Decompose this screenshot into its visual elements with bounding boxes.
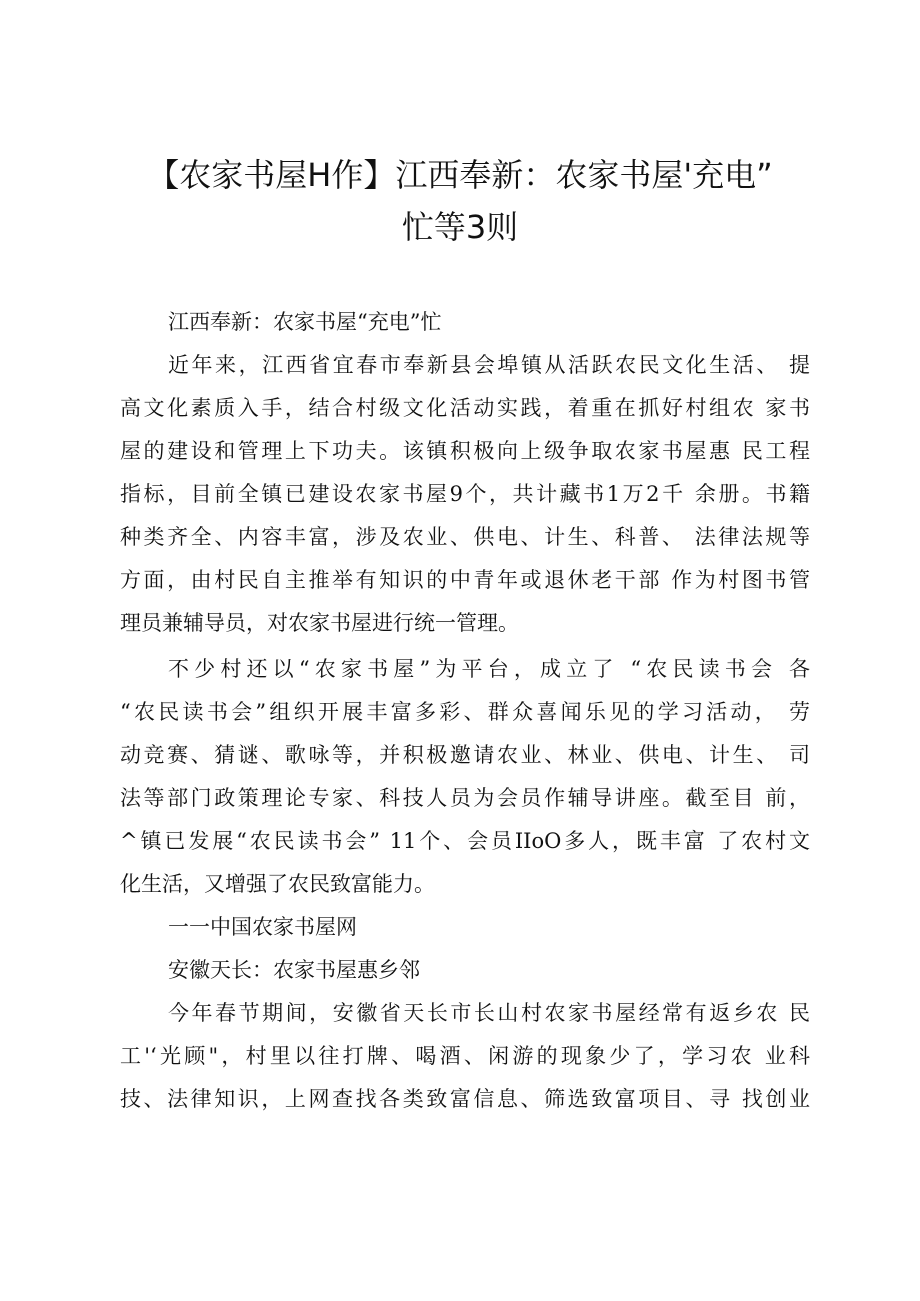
paragraph-line: 法等部门政策理论专家、科技人员为会员作辅导讲座。截至目 前， — [120, 786, 810, 810]
document-title-line-1: 【农家书屋H作】江西奉新：农家书屋'充电” — [147, 156, 773, 194]
paragraph-line: “农民读书会”组织开展丰富多彩、群众喜闻乐见的学习活动， 劳 — [120, 700, 810, 724]
paragraph-line: 今年春节期间，安徽省天长市长山村农家书屋经常有返乡农 民 — [168, 1001, 810, 1025]
document-title-line-2: 忙等3则 — [401, 208, 519, 246]
paragraph-line: 技、法律知识，上网查找各类致富信息、筛选致富项目、寻 找创业 — [120, 1087, 810, 1111]
section-heading-jiangxi: 江西奉新：农家书屋“充电”忙 — [168, 310, 442, 334]
paragraph-line: 近年来，江西省宜春市奉新县会埠镇从活跃农民文化生活、 提 — [168, 353, 810, 377]
paragraph-line: 工'‘光顾"，村里以往打牌、喝酒、闲游的现象少了，学习农 业科 — [120, 1044, 810, 1068]
paragraph-line: ^镇已发展“农民读书会” 11个、会员IIoO多人，既丰富 了农村文 — [120, 829, 810, 853]
paragraph-line: 种类齐全、内容丰富，涉及农业、供电、计生、科普、 法律法规等 — [120, 525, 810, 549]
section-heading-anhui: 安徽天长：农家书屋惠乡邻 — [168, 958, 420, 982]
paragraph-line: 指标，目前全镇已建设农家书屋9个，共计藏书1万2千 余册。书籍 — [120, 482, 810, 506]
paragraph-line: 屋的建设和管理上下功夫。该镇积极向上级争取农家书屋惠 民工程 — [120, 439, 810, 463]
paragraph-line: 高文化素质入手，结合村级文化活动实践，着重在抓好村组农 家书 — [120, 396, 810, 420]
paragraph-line: 理员兼辅导员，对农家书屋进行统一管理。 — [120, 611, 519, 635]
paragraph-line: 不少村还以“农家书屋”为平台，成立了 “农民读书会 各 — [168, 657, 810, 681]
source-attribution: 一一中国农家书屋网 — [168, 915, 357, 939]
paragraph-line: 动竞赛、猜谜、歌咏等，并积极邀请农业、林业、供电、计生、 司 — [120, 743, 810, 767]
paragraph-line: 化生活，又增强了农民致富能力。 — [120, 872, 435, 896]
paragraph-line: 方面，由村民自主推举有知识的中青年或退休老干部 作为村图书管 — [120, 568, 810, 592]
